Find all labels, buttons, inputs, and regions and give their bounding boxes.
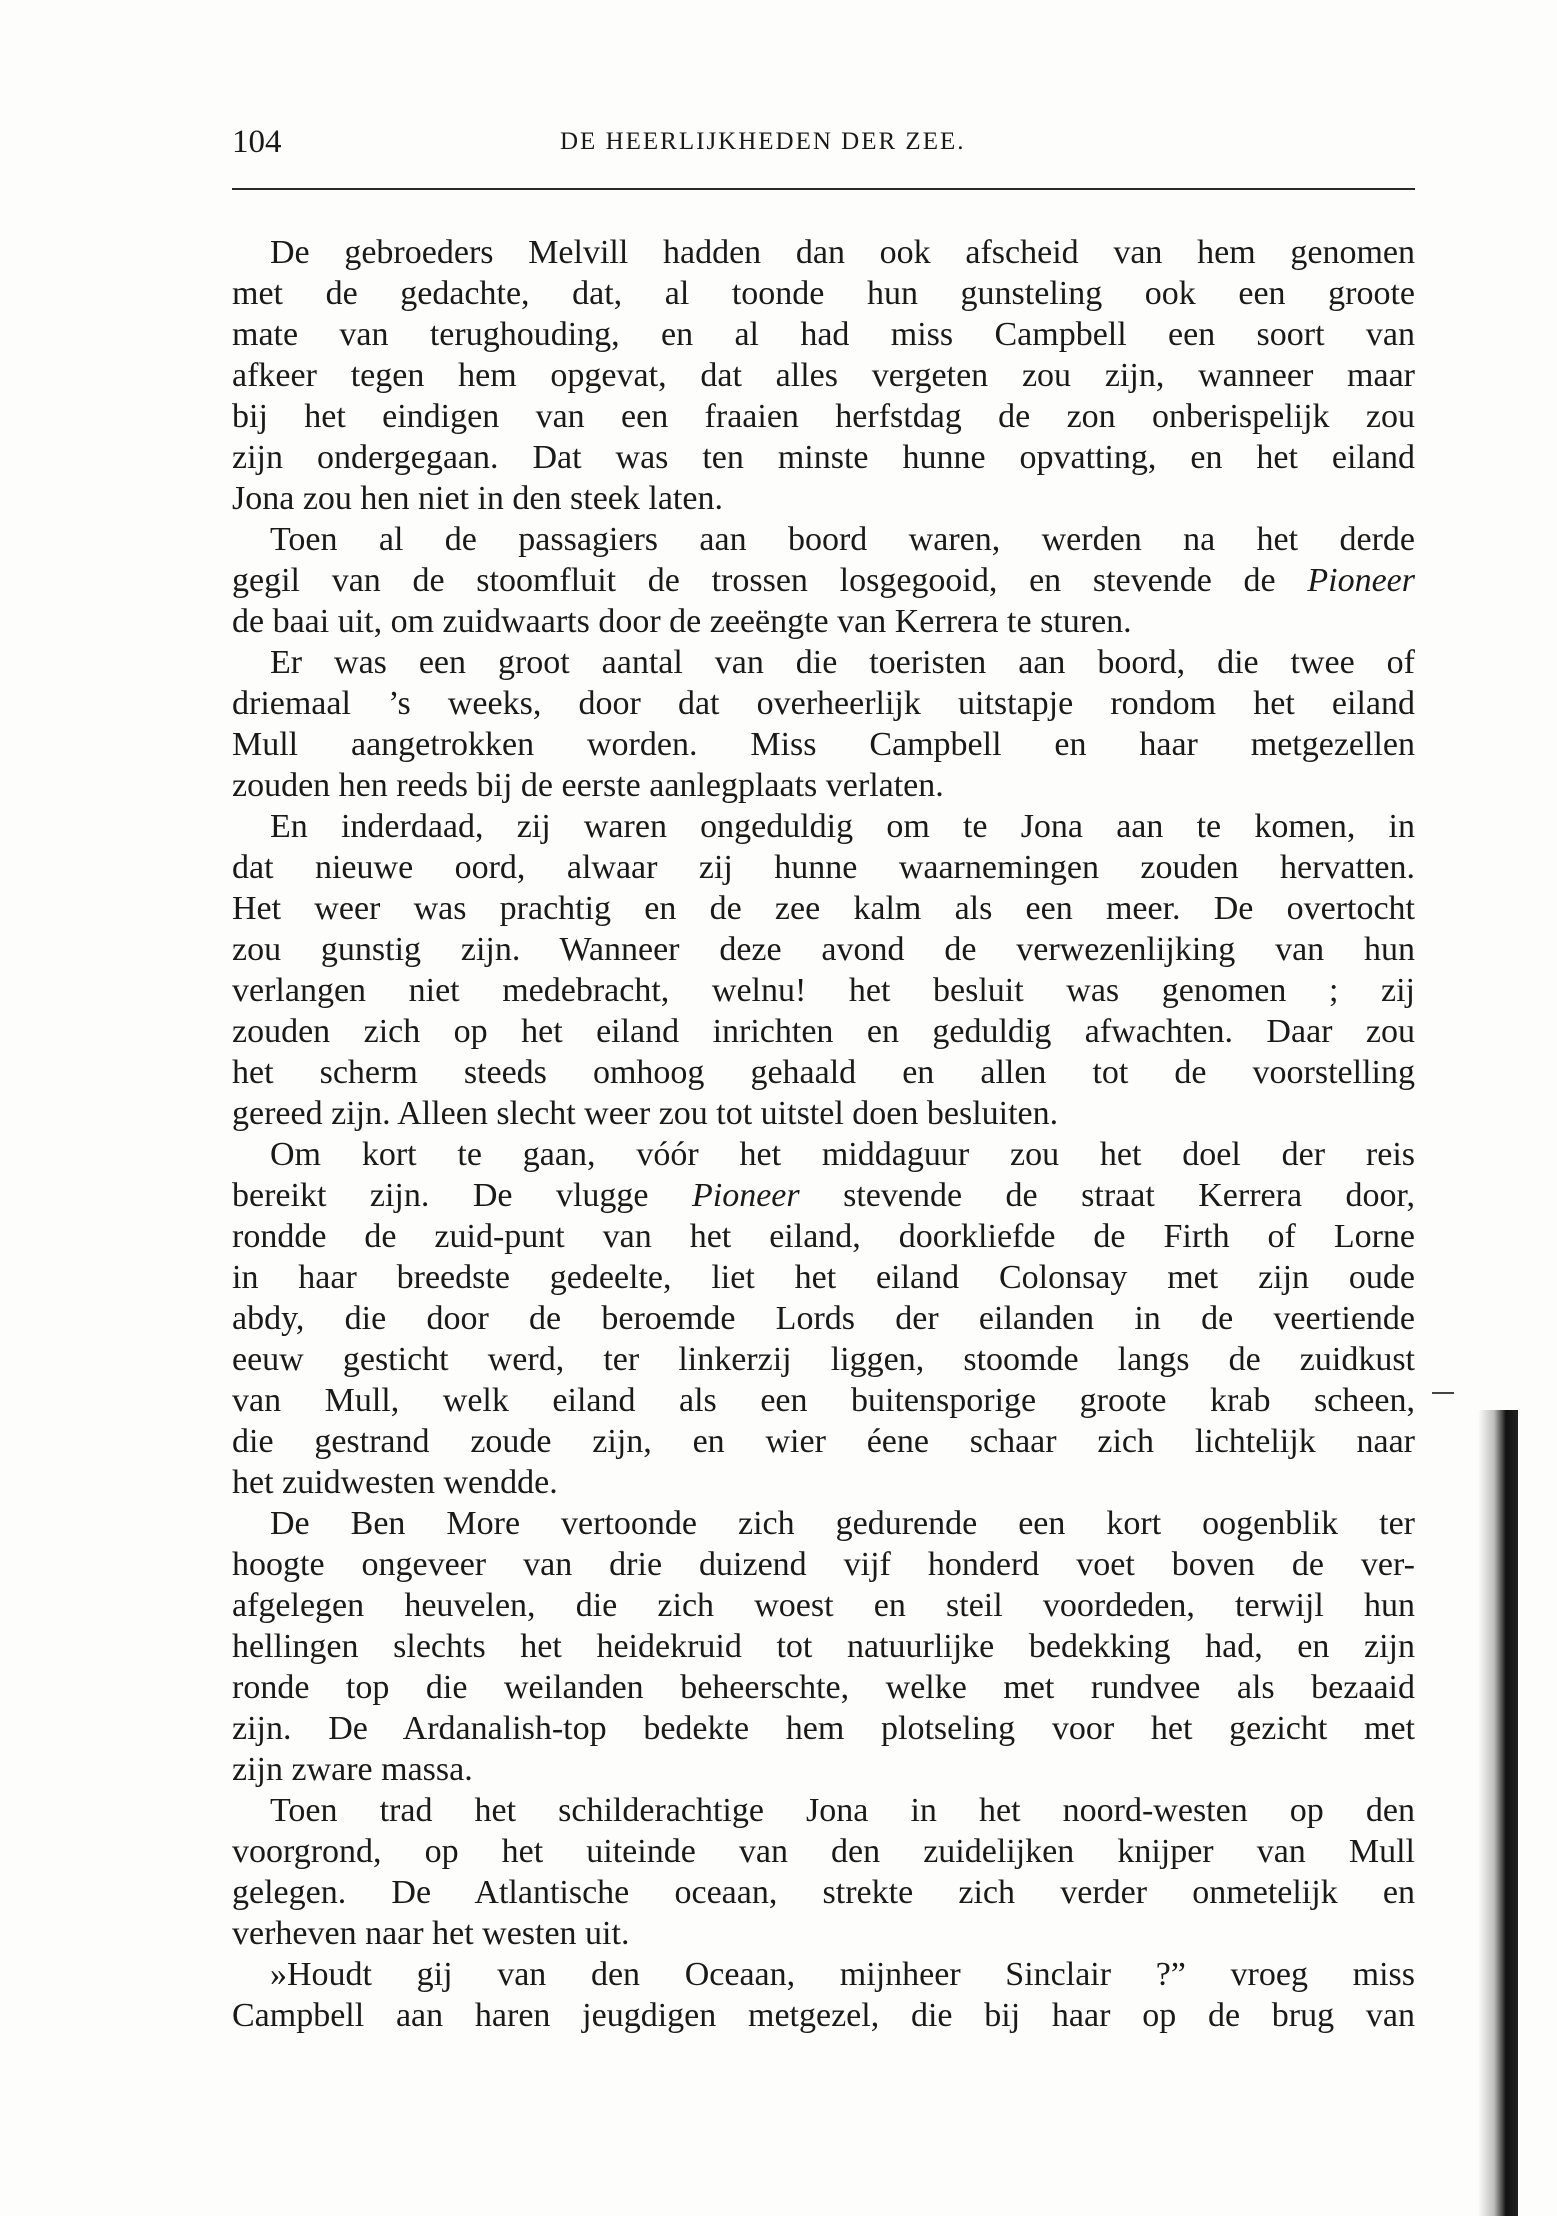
paragraph xyxy=(232,519,1415,642)
text-line: zouden zich op het eiland inrichten en geduldig afwachten. Daar zou xyxy=(232,1013,1415,1050)
text-line: zou gunstig zijn. Wanneer deze avond de verwezenlijking van hun xyxy=(232,931,1415,968)
text-line: de baai uit, om zuidwaarts door de zeeëngte van Kerrera te sturen. xyxy=(232,603,1132,640)
text-line: ronde top die weilanden beheerschte, welke met rundvee als bezaaid xyxy=(232,1669,1415,1706)
scan-edge-shadow xyxy=(1478,1410,1518,2216)
text-line: zouden hen reeds bij de eerste aanlegplaats verlaten. xyxy=(232,767,944,804)
text-line: Toen trad het schilderachtige Jona in het noord-westen op den xyxy=(270,1792,1415,1829)
text-line: Campbell aan haren jeugdigen metgezel, die bij haar op de brug van xyxy=(232,1997,1415,2034)
text-line: voorgrond, op het uiteinde van den zuidelijken knijper van Mull xyxy=(232,1833,1415,1870)
text-line: Mull aangetrokken worden. Miss Campbell en haar metgezellen xyxy=(232,726,1415,763)
text-line: gereed zijn. Alleen slecht weer zou tot uitstel doen besluiten. xyxy=(232,1095,1059,1132)
text-line: Om kort te gaan, vóór het middaguur zou het doel der reis xyxy=(270,1136,1415,1173)
italic-ship-name: Pioneer xyxy=(1307,562,1415,599)
text-line: Er was een groot aantal van die toeristen aan boord, die twee of xyxy=(270,644,1415,681)
text-line: De Ben More vertoonde zich gedurende een kort oogenblik ter xyxy=(270,1505,1415,1542)
text-line: rondde de zuid-punt van het eiland, doorkliefde de Firth of Lorne xyxy=(232,1218,1415,1255)
text-line: gelegen. De Atlantische oceaan, strekte zich verder onmetelijk en xyxy=(232,1874,1415,1911)
text-line: zijn ondergegaan. Dat was ten minste hunne opvatting, en het eiland xyxy=(232,439,1415,476)
text-line: dat nieuwe oord, alwaar zij hunne waarnemingen zouden hervatten. xyxy=(232,849,1415,886)
text-line: Het weer was prachtig en de zee kalm als een meer. De overtocht xyxy=(232,890,1415,927)
text-line: gegil van de stoomfluit de trossen losgegooid, en stevende de Pioneer xyxy=(232,562,1415,599)
text-line: hellingen slechts het heidekruid tot natuurlijke bedekking had, en zijn xyxy=(232,1628,1415,1665)
running-title: DE HEERLIJKHEDEN DER ZEE. xyxy=(560,128,966,155)
paragraph xyxy=(232,1134,1415,1503)
text-line: in haar breedste gedeelte, liet het eiland Colonsay met zijn oude xyxy=(232,1259,1415,1296)
text-line: Jona zou hen niet in den steek laten. xyxy=(232,480,723,517)
text-line: bereikt zijn. De vlugge Pioneer stevende de straat Kerrera door, xyxy=(232,1177,1415,1214)
text-line: mate van terughouding, en al had miss Campbell een soort van xyxy=(232,316,1415,353)
text-line: zijn. De Ardanalish-top bedekte hem plotseling voor het gezicht met xyxy=(232,1710,1415,1747)
paragraph xyxy=(232,1954,1415,2036)
text-line: verheven naar het westen uit. xyxy=(232,1915,630,1952)
text-line: met de gedachte, dat, al toonde hun gunsteling ook een groote xyxy=(232,275,1415,312)
text-line: zijn zware massa. xyxy=(232,1751,473,1788)
text-line: het scherm steeds omhoog gehaald en allen tot de voorstelling xyxy=(232,1054,1415,1091)
paragraph xyxy=(232,1790,1415,1954)
text-line: De gebroeders Melvill hadden dan ook afscheid van hem genomen xyxy=(270,234,1415,271)
margin-mark xyxy=(1432,1392,1454,1394)
text-line: En inderdaad, zij waren ongeduldig om te Jona aan te komen, in xyxy=(270,808,1415,845)
text-line: die gestrand zoude zijn, en wier éene schaar zich lichtelijk naar xyxy=(232,1423,1415,1460)
page-number: 104 xyxy=(232,124,282,160)
text-line: afkeer tegen hem opgevat, dat alles vergeten zou zijn, wanneer maar xyxy=(232,357,1415,394)
text-line: driemaal ’s weeks, door dat overheerlijk uitstapje rondom het eiland xyxy=(232,685,1415,722)
text-line: »Houdt gij van den Oceaan, mijnheer Sinclair ?” vroeg miss xyxy=(270,1956,1415,1993)
text-line: Toen al de passagiers aan boord waren, werden na het derde xyxy=(270,521,1415,558)
paragraph xyxy=(232,642,1415,806)
text-line: eeuw gesticht werd, ter linkerzij liggen, stoomde langs de zuidkust xyxy=(232,1341,1415,1378)
italic-ship-name: Pioneer xyxy=(692,1177,800,1214)
text-line: afgelegen heuvelen, die zich woest en steil voordeden, terwijl hun xyxy=(232,1587,1415,1624)
paragraph xyxy=(232,806,1415,1134)
paragraph xyxy=(232,232,1415,519)
body-text xyxy=(232,232,1415,2036)
text-line: verlangen niet medebracht, welnu! het besluit was genomen ; zij xyxy=(232,972,1415,1009)
text-line: van Mull, welk eiland als een buitensporige groote krab scheen, xyxy=(232,1382,1415,1419)
text-line: abdy, die door de beroemde Lords der eilanden in de veertiende xyxy=(232,1300,1415,1337)
text-line: het zuidwesten wendde. xyxy=(232,1464,558,1501)
header-rule xyxy=(232,188,1415,190)
text-line: hoogte ongeveer van drie duizend vijf honderd voet boven de ver- xyxy=(232,1546,1415,1583)
paragraph xyxy=(232,1503,1415,1790)
text-line: bij het eindigen van een fraaien herfstdag de zon onberispelijk zou xyxy=(232,398,1415,435)
